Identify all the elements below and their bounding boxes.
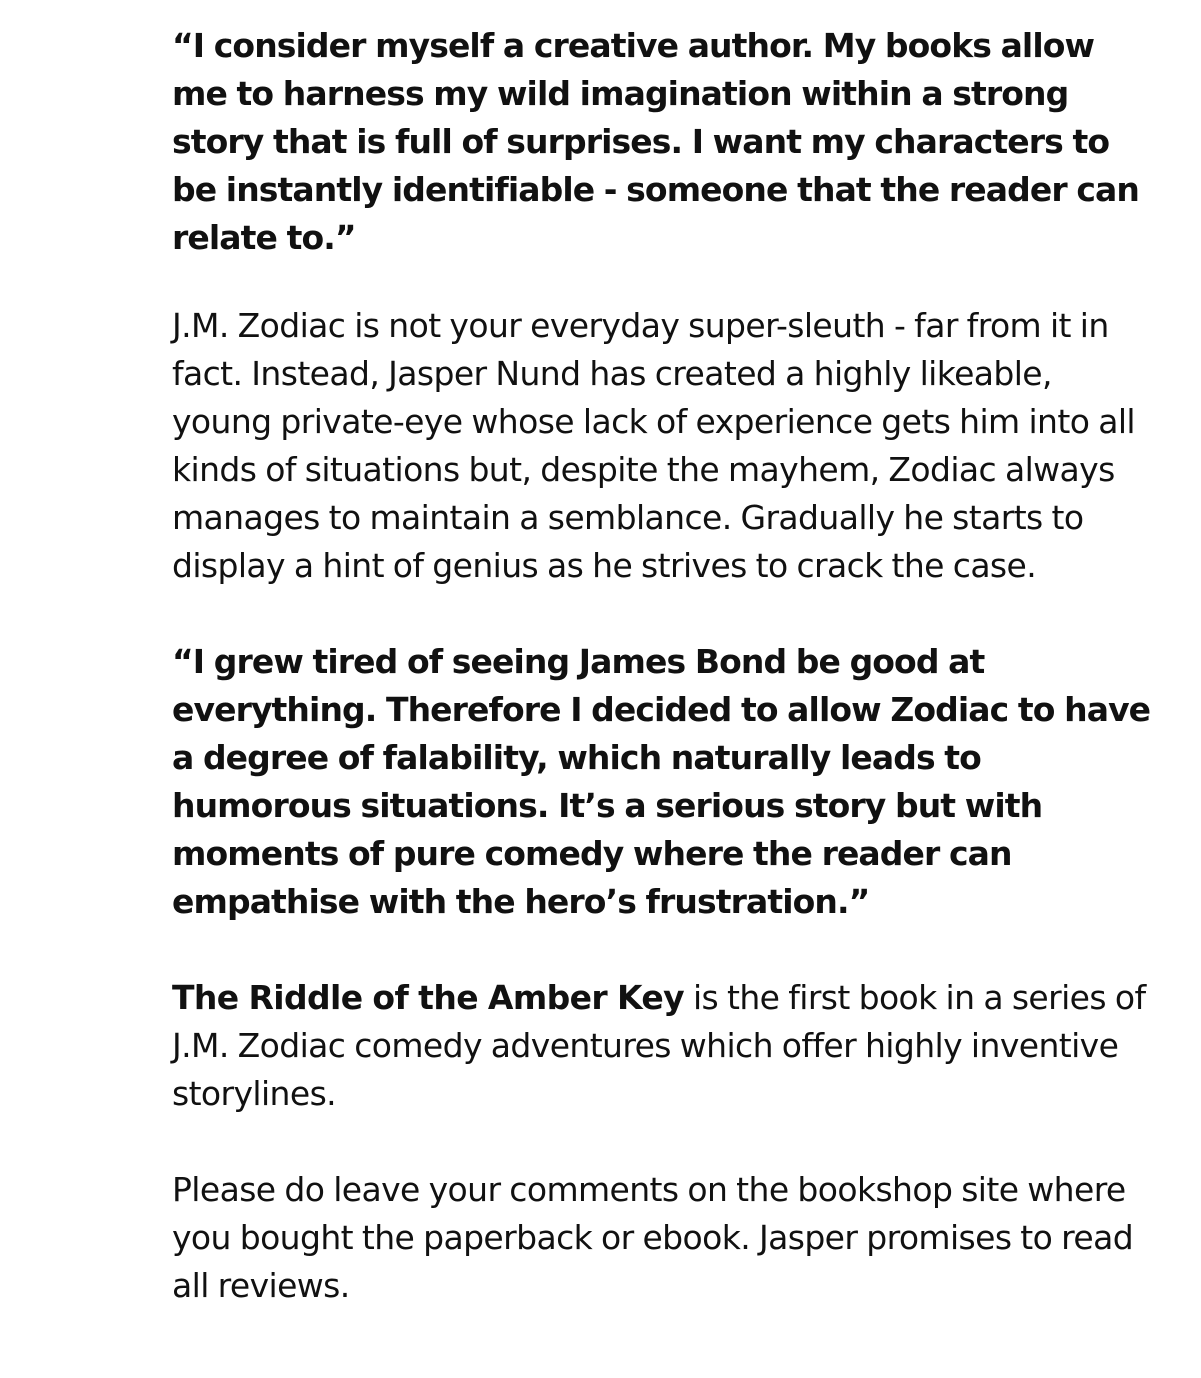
series-description: is the first book in a series of J.M. Zodiac comedy adventures which offer highly inventive storylines. [172,978,1146,1113]
book-title: The Riddle of the Amber Key [172,978,685,1017]
closing-paragraph: Please do leave your comments on the bookshop site where you bought the paperback or ebook. Jasper promises to read all reviews. [172,1170,1134,1305]
character-intro-paragraph: J.M. Zodiac is not your everyday super-sleuth - far from it in fact. Instead, Jasper Nund has created a highly likeable, young private-eye whose lack of experience gets him into all kinds of situations but, despite the mayhem, Zodiac always manages to maintain a semblance. Gradually he starts to display a hint of genius as he strives to crack the case. [172,306,1135,585]
series-paragraph [172,974,1157,1118]
author-quote-2: “I grew tired of seeing James Bond be good at everything. Therefore I decided to allow Zodiac to have a degree of falability, which naturally leads to humorous situations. It’s a serious story but with moments of pure comedy where the reader can empathise with the hero’s frustration.” [172,642,1151,921]
author-quote-1: “I consider myself a creative author. My books allow me to harness my wild imagination within a strong story that is full of surprises. I want my characters to be instantly identifiable - someone that the reader can relate to.” [172,26,1139,257]
document-page [172,22,1157,1310]
